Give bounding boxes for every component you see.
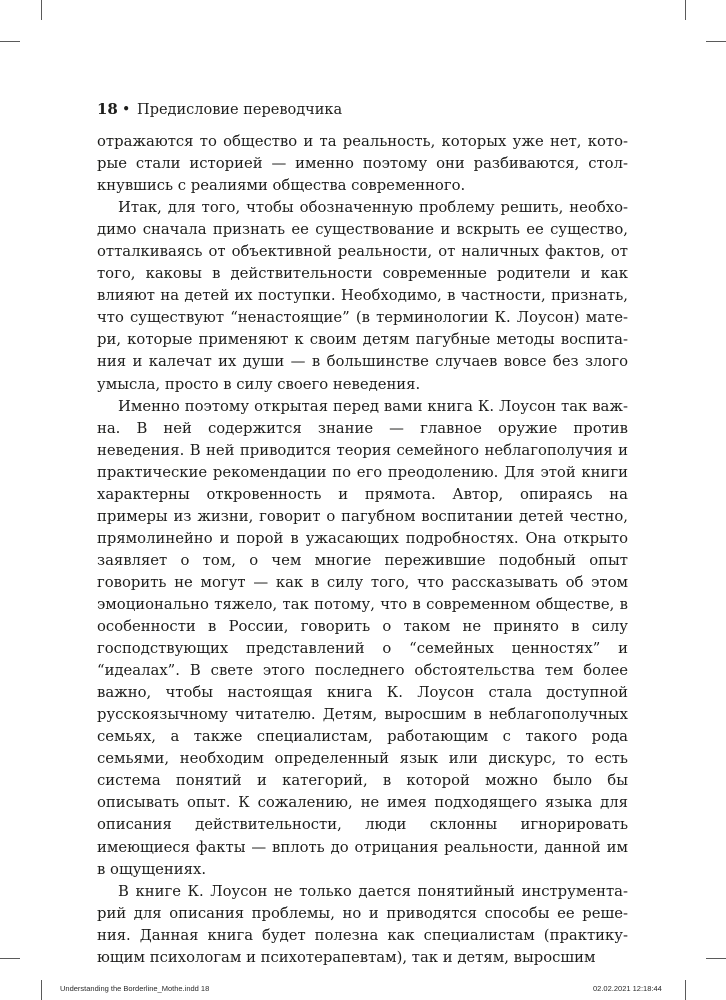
crop-mark xyxy=(0,958,20,959)
slug-date-time: 02.02.2021 12:18:44 xyxy=(593,984,662,993)
running-head xyxy=(97,100,342,119)
slug-file-info: Understanding the Borderline_Mothe.indd 18 xyxy=(60,984,210,993)
crop-mark xyxy=(0,41,20,42)
crop-mark xyxy=(706,41,726,42)
paragraph: Итак, для того, чтобы обозначенную проблему решить, необходимо сначала признать ее существование и вскрыть ее существо, отталкиваясь от объективной реальности, от наличных фактов, от того, каковы в действительности современные родители и как влияют на детей их поступки. Необходимо, в частности, признать, что существуют “ненастоящие” (в терминологии К. Лоусон) матери, которые применяют к своим детям пагубные методы воспитания и калечат их души — в большинстве случаев вовсе без злого умысла, просто в силу своего неведения. xyxy=(97,199,628,393)
crop-mark xyxy=(41,980,42,1000)
crop-mark xyxy=(706,958,726,959)
crop-mark xyxy=(685,980,686,1000)
crop-mark xyxy=(41,0,42,20)
paragraph: В книге К. Лоусон не только дается понятийный инструментарий для описания проблемы, но и приводятся способы ее решения. Данная книга будет полезна как специалистам (практикующим психологам и психотерапевтам), так и детям, выросшим xyxy=(97,882,628,966)
body-text xyxy=(97,131,628,969)
paragraph: Именно поэтому открытая перед вами книга К. Лоусон так важна. В ней содержится знание — главное оружие против неведения. В ней приводится теория семейного неблагополучия и практические рекомендации по его преодолению. Для этой книги характерны откровенность и прямота. Автор, опираясь на примеры из жизни, говорит о пагубном воспитании детей честно, прямолинейно и порой в ужасающих подробностях. Она открыто заявляет о том, о чем многие пережившие подобный опыт говорить не могут — как в силу того, что рассказывать об этом эмоционально тяжело, так потому, что в современном обществе, в особенности в России, говорить о таком не принято в силу господствующих представлений о “семейных ценностях” и “идеалах”. В свете этого последнего обстоятельства тем более важно, чтобы настоящая книга К. Лоусон стала доступной русскоязычному читателю. Детям, выросшим в неблагополучных семьях, а также специалистам, работающим с такого рода семьями, необходим определенный язык или дискурс, то есть система понятий и категорий, в которой можно было бы описывать опыт. К сожалению, не имея подходящего языка для описания действительности, люди склонны игнорировать имеющиеся факты — вплоть до отрицания реальности, данной им в ощущениях. xyxy=(97,397,628,878)
separator-bullet: • xyxy=(121,102,131,118)
crop-mark xyxy=(685,0,686,20)
page-number: 18 xyxy=(97,100,118,118)
section-title: Предисловие переводчика xyxy=(137,102,343,118)
paragraph: отражаются то общество и та реальность, которых уже нет, которые стали историей — именно поэтому они разбиваются, столкнувшись с реалиями общества современного. xyxy=(97,133,628,195)
